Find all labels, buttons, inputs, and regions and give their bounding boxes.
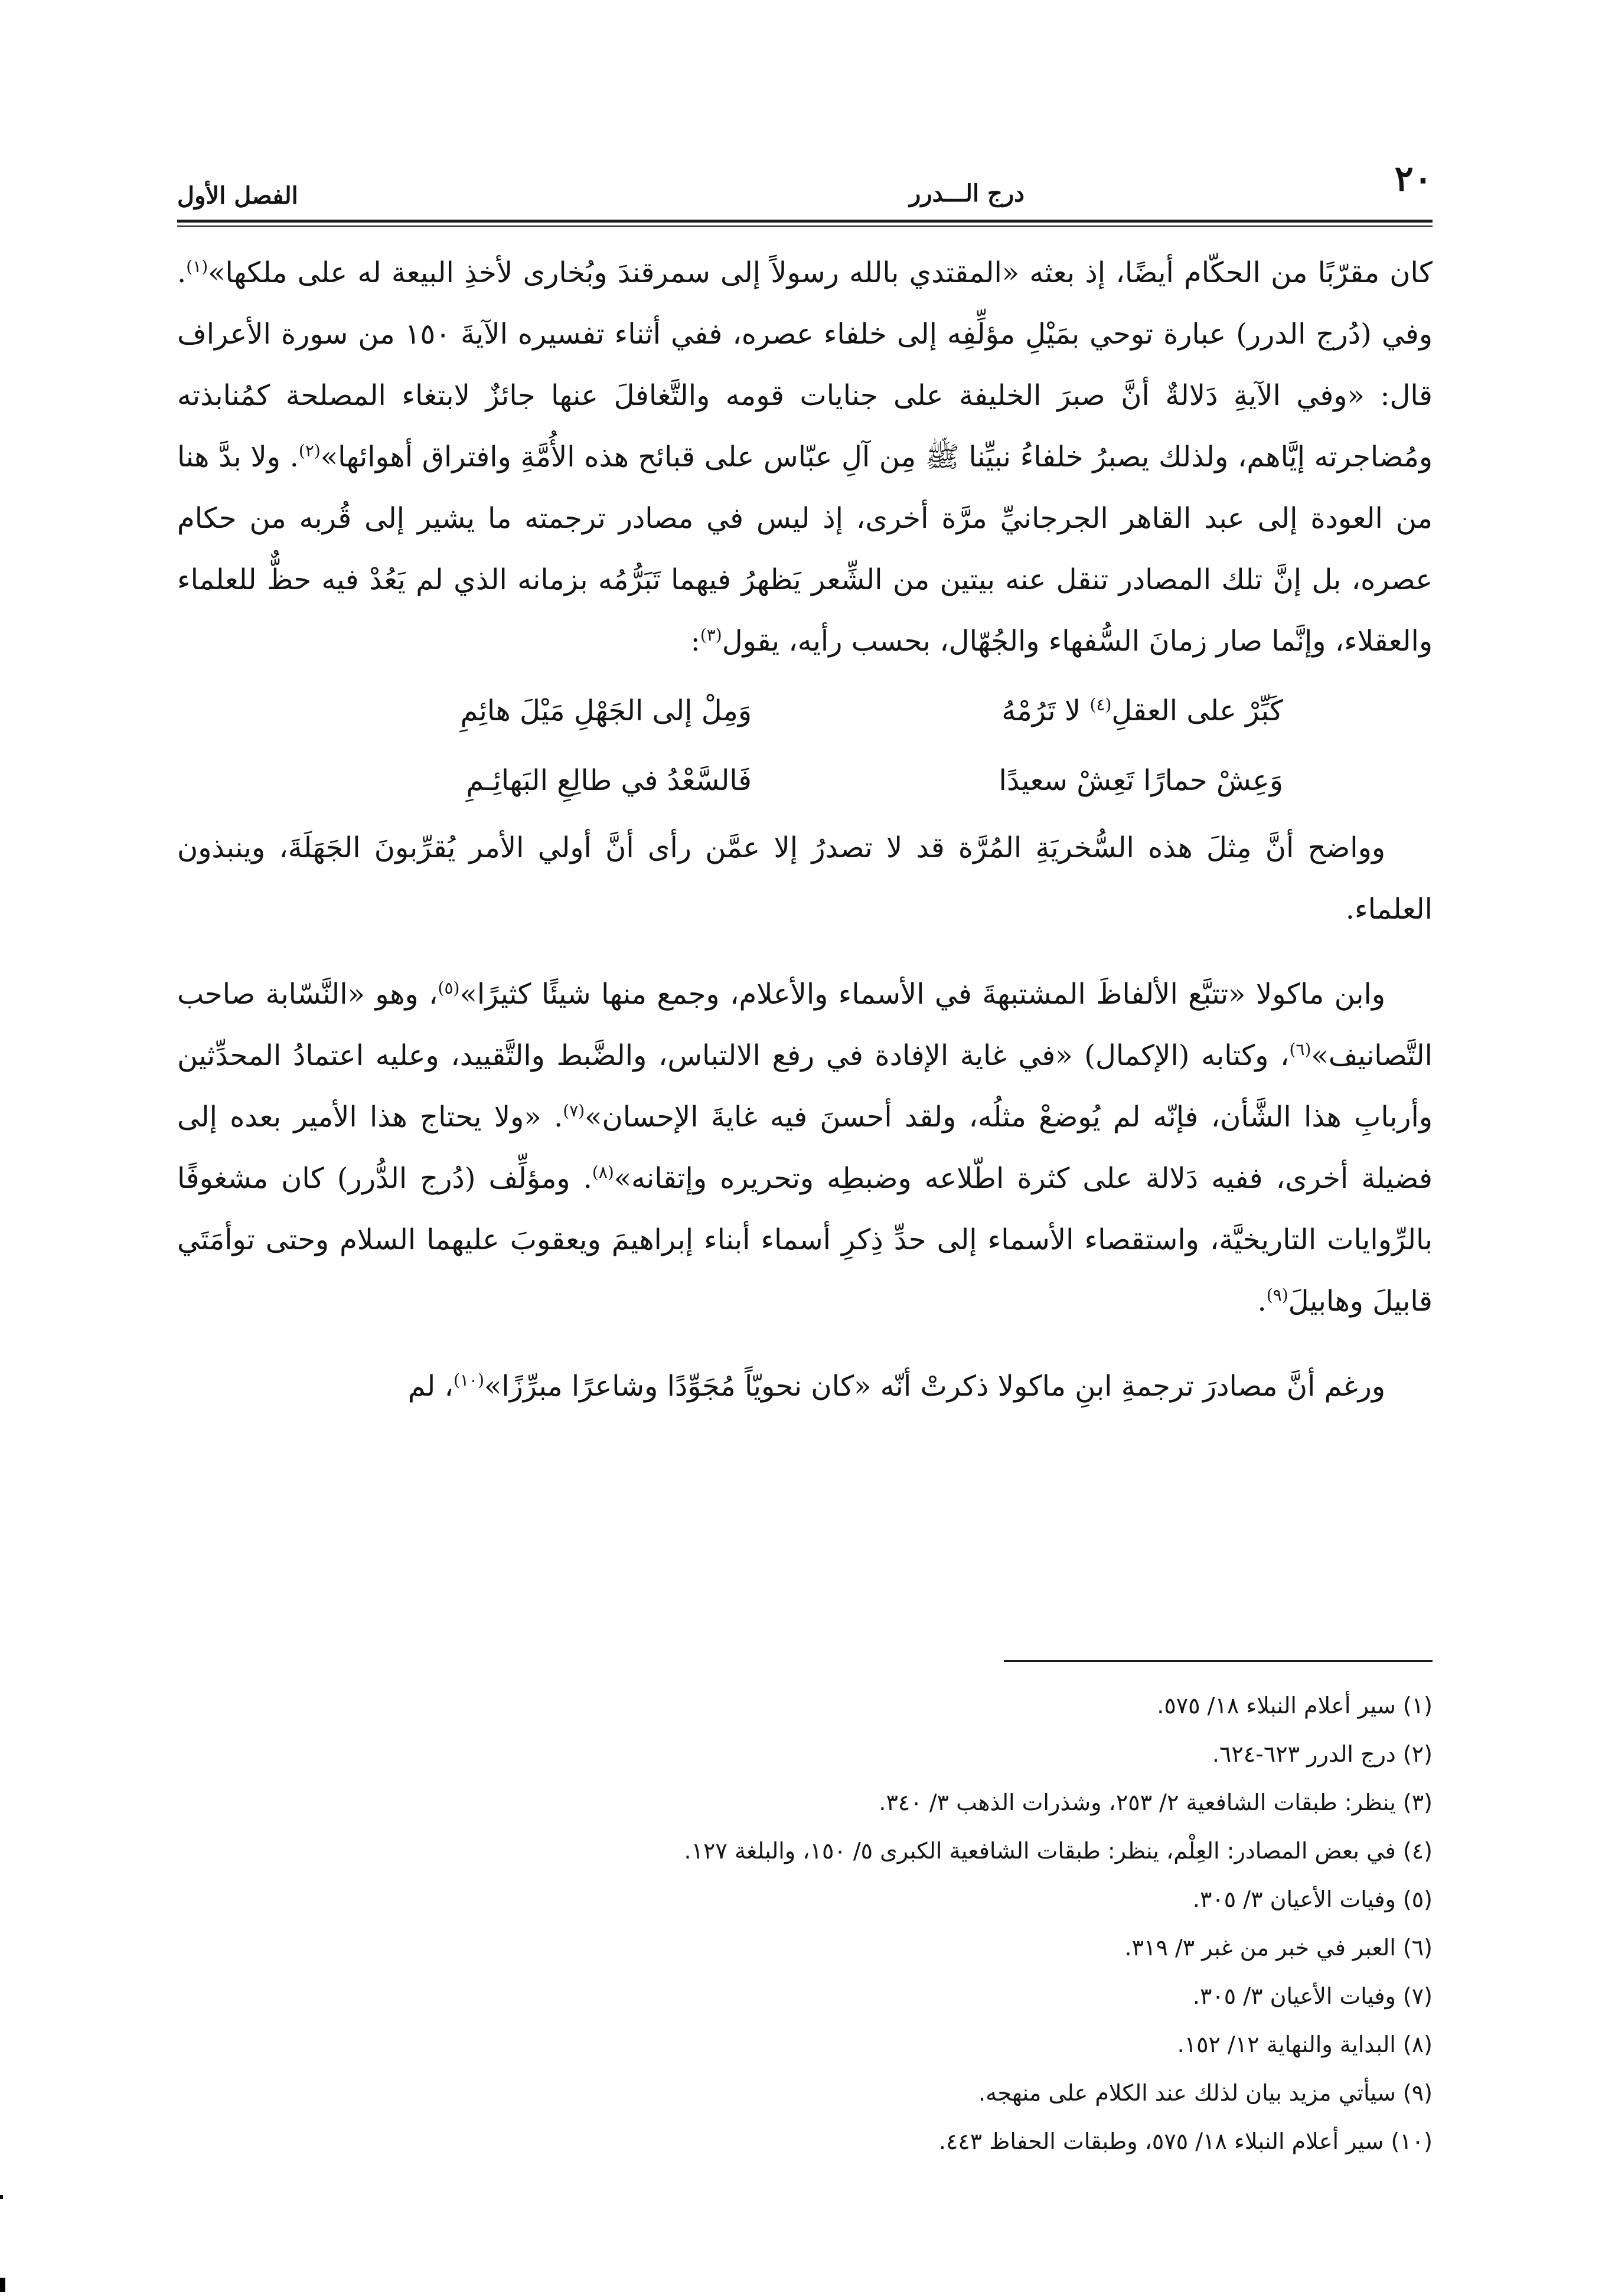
verse-hemistich: فَالسَّعْدُ في طالِعِ البَهائِـمِ	[466, 764, 752, 797]
text-run: لا تَرُمْهُ	[1001, 694, 1090, 727]
paragraph	[177, 242, 1433, 672]
footnote-ref[interactable]: (٤)	[1089, 695, 1112, 714]
header-rule-thin	[177, 226, 1433, 227]
footnote: (٨) البداية والنهاية ١٢/ ١٥٢.	[1177, 2032, 1433, 2057]
text-run: ورغم أنَّ مصادرَ ترجمةِ ابنِ ماكولا ذكرتْ أنّه «كان نحويّاً مُجَوِّدًا وشاعرًا مبرِّزًا»	[484, 1370, 1385, 1403]
footnote: (٦) العبر في خبر من غبر ٣/ ٣١٩.	[1124, 1935, 1433, 1961]
footnote: (١) سير أعلام النبلاء ١٨/ ٥٧٥.	[1157, 1693, 1433, 1719]
footnote-separator	[1004, 1660, 1433, 1662]
text-run: . ولا بدَّ هنا من العودة إلى عبد القاهر الجرجانيِّ مرَّة أخرى، إذ ليس في مصادر ترجمته ما يشير إلى قُربه من حكام عصره، بل إنَّ تلك المصادر تنقل عنه بيتين من الشِّعر يَظهرُ فيهما تَبَرُّمُه بزمانه الذي لم يَعُدْ فيه حظٌّ للعلماء والعقلاء، وإنَّما صار زمانَ السُّفهاء والجُهّال، بحسب رأيه، يقول	[177, 440, 1433, 658]
footnote: (٢) درج الدرر ٦٢٣-٦٢٤.	[1212, 1741, 1433, 1767]
text-run: وابن ماكولا «تتبَّع الألفاظَ المشتبهةَ في الأسماء والأعلام، وجمع منها شيئًا كثيرًا»	[459, 978, 1386, 1011]
footnote-ref[interactable]: (٩)	[1266, 1285, 1288, 1305]
footnote-ref[interactable]: (٧)	[563, 1101, 585, 1121]
footnote-ref[interactable]: (٢)	[298, 441, 321, 460]
verse-hemistich	[858, 680, 1283, 742]
poem-verse	[177, 680, 1433, 742]
verse-hemistich: وَعِشْ حمارًا تَعِشْ سعيدًا	[999, 764, 1283, 797]
text-run: :	[690, 625, 700, 658]
text-run: ، وكتابه (الإكمال) «في غاية الإفادة في رفع الالتباس، والضَّبط والتَّقييد، وعليه اعتمادُ المحدِّثين وأربابِ هذا الشَّأن، فإنّه لم يُوضعْ مثلُه، ولقد أحسنَ فيه غايةَ الإحسان»	[177, 1039, 1433, 1134]
text-run: ، لم	[407, 1370, 454, 1403]
main-text	[177, 242, 1433, 1417]
footnote: (٤) في بعض المصادر: العِلْم، ينظر: طبقات الشافعية الكبرى ٥/ ١٥٠، والبلغة ١٢٧.	[684, 1838, 1433, 1864]
running-header	[177, 158, 1433, 217]
text-run: .	[1257, 1285, 1267, 1318]
paragraph	[177, 1356, 1433, 1417]
text-run: كان مقرّبًا من الحكّام أيضًا، إذ بعثه «المقتدي بالله رسولاً إلى سمرقندَ وبُخارى لأخذِ البيعة له على ملكها»	[208, 256, 1433, 289]
chapter-title: الفصل الأول	[177, 182, 298, 210]
scan-mark	[0, 2278, 5, 2292]
page-number: ٢٠	[1394, 158, 1433, 200]
footnote: (٩) سيأتي مزيد بيان لذلك عند الكلام على منهجه.	[978, 2080, 1433, 2106]
footnote-ref[interactable]: (٣)	[700, 625, 722, 645]
header-rule	[177, 220, 1433, 223]
footnote: (١٠) سير أعلام النبلاء ١٨/ ٥٧٥، وطبقات الحفاظ ٤٤٣.	[938, 2128, 1433, 2154]
text-run: . «ولا يحتاج هذا الأمير بعده إلى فضيلة أخرى، ففيه دَلالة على كثرة اطّلاعه وضبطِه وتحريره وإتقانه»	[177, 1100, 1433, 1195]
verse-hemistich: وَمِلْ إلى الجَهْلِ مَيْلَ هائِمِ	[460, 694, 752, 727]
paragraph	[177, 964, 1433, 1332]
footnote-ref[interactable]: (١٠)	[453, 1370, 484, 1390]
footnote: (٧) وفيات الأعيان ٣/ ٣٠٥.	[1192, 1983, 1433, 2009]
text-run: . وفي (دُرج الدرر) عبارة توحي بمَيْلِ مؤلِّفِه إلى خلفاء عصره، ففي أثناء تفسيره الآيةَ ١٥٠ من سورة الأعراف قال: «وفي الآيةِ دَلالةٌ أنَّ صبرَ الخليفة على جنايات قومه والتَّغافلَ عنها جائزٌ لابتغاء المصلحة كمُنابذته ومُضاجرته إيَّاهم، ولذلك يصبرُ خلفاءُ نبيِّنا ﷺ مِن آلِ عبّاس على قبائح هذه الأُمَّةِ وافتراق أهوائها»	[177, 256, 1433, 473]
footnote-ref[interactable]: (٦)	[1289, 1040, 1311, 1059]
book-title: درج الـــدرر	[909, 179, 1025, 207]
footnote-ref[interactable]: (٨)	[592, 1162, 614, 1182]
text-run: كَبِّرْ على العقلِ	[1111, 694, 1283, 727]
footnote: (٥) وفيات الأعيان ٣/ ٣٠٥.	[1192, 1886, 1433, 1912]
poem-verse	[177, 750, 1433, 811]
text-run: . ومؤلِّف (دُرج الدُّرر) كان مشغوفًا بالرِّوايات التاريخيَّة، واستقصاء الأسماء إلى حدِّ ذِكرِ أسماء أبناء إبراهيمَ ويعقوبَ عليهما السلام وحتى توأمَتَي قابيلَ وهابيلَ	[177, 1162, 1433, 1318]
scan-mark	[0, 2195, 3, 2199]
footnotes	[177, 1681, 1433, 2166]
footnote-ref[interactable]: (٥)	[438, 978, 460, 998]
paragraph: وواضح أنَّ مِثلَ هذه السُّخريَةِ المُرَّة قد لا تصدرُ إلا عمَّن رأى أنَّ أولي الأمر يُقرِّبونَ الجَهَلَةَ، وينبذون العلماء.	[177, 831, 1433, 926]
text-run: ، وهو «النَّسّابة صاحب التَّصانيف»	[177, 978, 1433, 1072]
footnote-ref[interactable]: (١)	[186, 257, 208, 276]
footnote: (٣) ينظر: طبقات الشافعية ٢/ ٢٥٣، وشذرات الذهب ٣/ ٣٤٠.	[879, 1789, 1433, 1815]
